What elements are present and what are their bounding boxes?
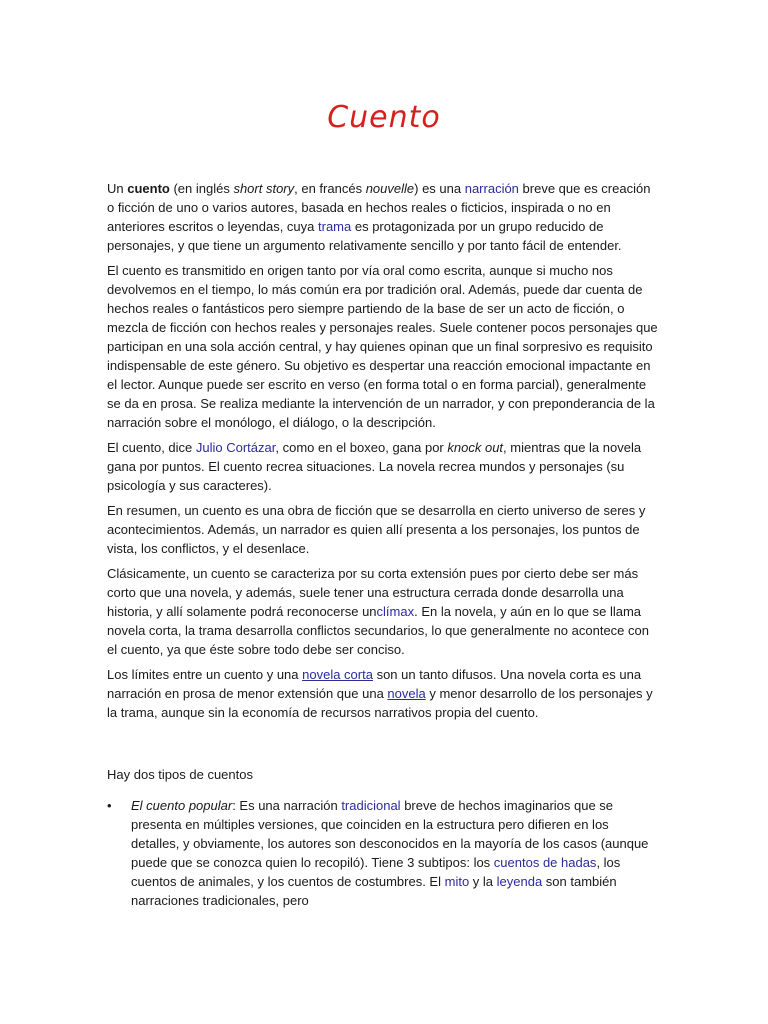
text: , mientras que la novela gana por puntos. El cuento recrea situaciones. La novela recrea mundos y personajes (su psicología y sus caracteres). bbox=[107, 440, 642, 493]
types-list bbox=[107, 796, 660, 910]
text: , en francés bbox=[294, 181, 366, 196]
paragraph-cortazar bbox=[107, 438, 660, 495]
link-tradicional[interactable]: tradicional bbox=[341, 798, 401, 813]
page-title: Cuento bbox=[327, 100, 441, 135]
text: , como en el boxeo, gana por bbox=[275, 440, 448, 455]
term-italic: El cuento popular bbox=[131, 798, 233, 813]
paragraph-types-intro: Hay dos tipos de cuentos bbox=[107, 767, 253, 782]
term-bold: cuento bbox=[127, 181, 170, 196]
link-mito[interactable]: mito bbox=[444, 874, 470, 889]
text: El cuento, dice bbox=[107, 440, 196, 455]
term-italic: short story bbox=[233, 181, 295, 196]
text: (en inglés bbox=[169, 181, 234, 196]
text: Clásicamente, un cuento se caracteriza por su corta extensión pues por cierto debe ser más corto que una novela, y además, suele tener una estructura cerrada donde desarrolla una historia, y allí solamente podrá reconocerse un bbox=[107, 566, 639, 619]
text: ) es una bbox=[414, 181, 465, 196]
document-body bbox=[107, 179, 660, 910]
bullet-icon: • bbox=[107, 798, 112, 813]
text: Los límites entre un cuento y una bbox=[107, 667, 303, 682]
paragraph-limits bbox=[107, 665, 660, 722]
text: , los cuentos de animales, y los cuentos de costumbres. El bbox=[131, 855, 621, 889]
link-cuentos-de-hadas[interactable]: cuentos de hadas bbox=[493, 855, 597, 870]
link-trama[interactable]: trama bbox=[318, 219, 352, 234]
term-italic: nouvelle bbox=[365, 181, 415, 196]
text: es protagonizada por un grupo reducido de personajes, y que tiene un argumento relativamente sencillo y por tanto fácil de entender. bbox=[107, 219, 622, 253]
list-item bbox=[107, 796, 660, 910]
text: y menor desarrollo de los personajes y la trama, aunque sin la economía de recursos narrativos propia del cuento. bbox=[107, 686, 653, 720]
link-narracion[interactable]: narración bbox=[464, 181, 519, 196]
text: son un tanto difusos. Una novela corta es una narración en prosa de menor extensión que una bbox=[107, 667, 642, 701]
text: Un bbox=[107, 181, 128, 196]
text: : Es una narración bbox=[232, 798, 342, 813]
text: breve que es creación o ficción de uno o varios autores, basada en hechos reales o ficticios, inspirada o no en anteriores escritos o leyendas, cuya bbox=[107, 181, 651, 234]
link-julio-cortazar[interactable]: Julio Cortázar bbox=[195, 440, 276, 455]
link-novela[interactable]: novela bbox=[387, 686, 426, 701]
link-novela-corta[interactable]: novela corta bbox=[302, 667, 373, 682]
paragraph-transmission: El cuento es transmitido en origen tanto por vía oral como escrita, aunque si mucho nos devolvemos en el tiempo, lo más común era por tradición oral. Además, puede dar cuenta de hechos reales o fantásticos pero siempre partiendo de la base de ser un acto de ficción, o mezcla de ficción con hechos reales y personajes reales. Suele contener pocos personajes que participan en una sola acción central, y hay quienes opinan que un final sorpresivo es requisito indispensable de este género. Su objetivo es despertar una reacción emocional impactante en el lector. Aunque puede ser escrito en verso (en forma total o en forma parcial), generalmente se da en prosa. Se realiza mediante la intervención de un narrador, y con preponderancia de la narración sobre el monólogo, el diálogo, o la descripción. bbox=[107, 263, 658, 430]
paragraph-summary: En resumen, un cuento es una obra de ficción que se desarrolla en cierto universo de seres y acontecimientos. Además, un narrador es quien allí presenta a los personajes, los puntos de vista, los conflictos, y el desenlace. bbox=[107, 503, 646, 556]
link-climax[interactable]: clímax bbox=[376, 604, 415, 619]
paragraph-definition bbox=[107, 179, 660, 255]
spacer bbox=[107, 728, 660, 765]
text: son también narraciones tradicionales, pero bbox=[131, 874, 617, 908]
text: breve de hechos imaginarios que se presenta en múltiples versiones, que coinciden en la estructura pero difieren en los detalles, y obviamente, los autores son desconocidos en la mayoría de los casos (aunque puede que se conozca quien lo recopiló). Tiene 3 subtipos: los bbox=[131, 798, 649, 870]
paragraph-classic bbox=[107, 564, 660, 659]
text: . En la novela, y aún en lo que se llama novela corta, la trama desarrolla conflictos secundarios, lo que generalmente no acontece con el cuento, ya que éste sobre todo debe ser conciso. bbox=[107, 604, 649, 657]
text: y la bbox=[469, 874, 497, 889]
link-leyenda[interactable]: leyenda bbox=[496, 874, 543, 889]
term-italic: knock out bbox=[447, 440, 504, 455]
